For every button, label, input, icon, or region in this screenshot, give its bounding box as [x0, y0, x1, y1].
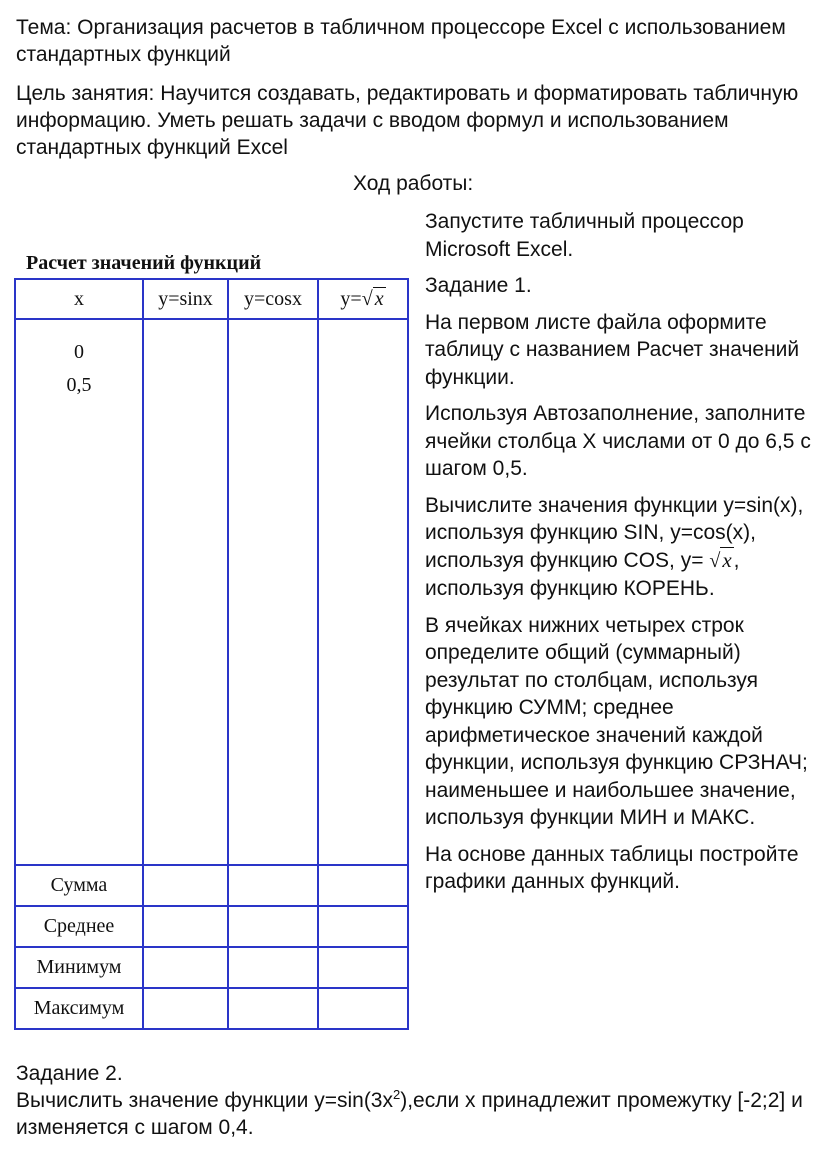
instruction-charts: На основе данных таблицы постройте графики данных функций.: [425, 842, 799, 893]
table-header-row: [15, 279, 408, 319]
sin-column-cell: [143, 319, 228, 865]
sqrt-symbol: √ x: [361, 287, 384, 310]
cos-column-cell: [228, 319, 318, 865]
header-x: x: [15, 279, 143, 319]
instruction-functions: Вычислите значения функции y=sin(x), используя функцию SIN, y=cos(x), используя функцию COS, y= √x, используя функцию КОРЕНЬ.: [425, 493, 804, 600]
x-column-cell: [15, 319, 143, 865]
row-label-sum: Сумма: [15, 865, 143, 906]
task2-heading: Задание 2.: [16, 1062, 123, 1085]
header-sqrt-label: y=: [340, 287, 362, 310]
x-value: 0,5: [66, 374, 92, 396]
table-row-sum: [15, 865, 408, 906]
instructions-column: [425, 208, 816, 905]
task1-heading: Задание 1.: [425, 274, 532, 297]
instruction-create-table: На первом листе файла оформите таблицу с названием Расчет значений функции.: [425, 310, 800, 389]
header-sin: y=sinx: [143, 279, 228, 319]
sqrt-column-cell: [318, 319, 408, 865]
row-label-min: Минимум: [15, 947, 143, 988]
instruction-launch: Запустите табличный процессор Microsoft Excel.: [425, 210, 744, 261]
exponent: 2: [393, 1087, 401, 1102]
task2-text: Вычислить значение функции $y=\sin(3x^2),если$ x принадлежит промежутку [-2;2] и изменяется с шагом 0,4.: [16, 1087, 803, 1139]
instruction-aggregates: В ячейках нижних четырех строк определите общий (суммарный) результат по столбцам, используя функцию СУММ; среднее арифметическое значений каждой функции, используя функцию СРЗНАЧ; наименьшее и наибольшее значение, используя функции МИН и МАКС.: [425, 613, 808, 829]
x-value: 0: [74, 341, 84, 363]
row-label-max: Максимум: [15, 988, 143, 1029]
topic-line: Тема: Организация расчетов в табличном процессоре Excel с использованием стандартных функций: [16, 16, 786, 66]
table-title: Расчет значений функций: [26, 252, 262, 274]
sqrt-symbol: √x: [709, 547, 732, 572]
progress-heading: Ход работы:: [353, 172, 474, 195]
header-cos: y=cosx: [228, 279, 318, 319]
instruction-autofill: Используя Автозаполнение, заполните ячейки столбца Х числами от 0 до 6,5 с шагом 0,5.: [425, 402, 811, 480]
row-label-average: Среднее: [15, 906, 143, 947]
table-row-average: [15, 906, 408, 947]
task2-block: [16, 1060, 806, 1141]
table-data-row: [15, 319, 408, 865]
header-sqrt: [318, 279, 408, 319]
function-table: [14, 278, 409, 1030]
sqrt-arg: x: [374, 287, 384, 310]
table-row-min: [15, 947, 408, 988]
goal-paragraph: Цель занятия: Научится создавать, редактировать и форматировать табличную информацию. Уметь решать задачи с вводом формул и использованием стандартных функций Excel: [16, 82, 799, 159]
table-row-max: [15, 988, 408, 1029]
